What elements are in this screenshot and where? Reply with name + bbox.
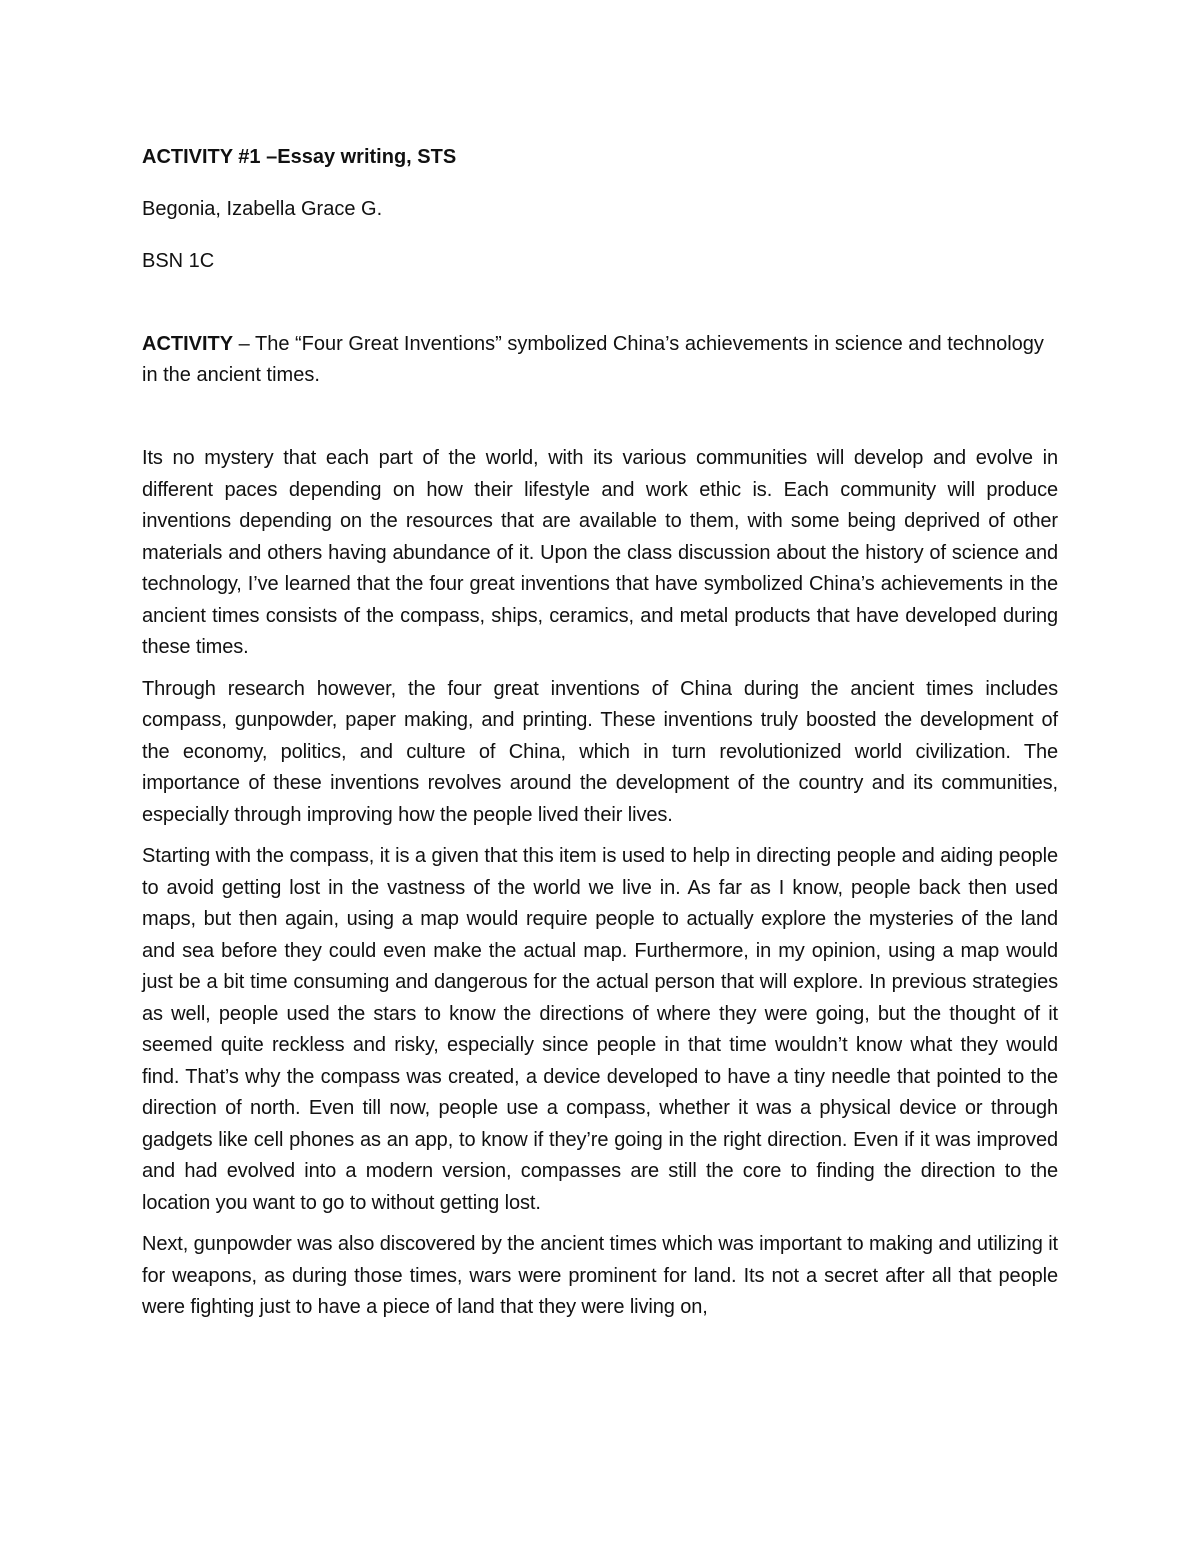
essay-paragraph-4: Next, gunpowder was also discovered by the ancient times which was important to making and utilizing it for weapons, as during those times, wars were prominent for land. Its not a secret after all that people were fighting just to have a piece of land that they were living on,: [142, 1233, 1058, 1318]
activity-prompt: [142, 329, 1058, 391]
activity-prompt-lead: ACTIVITY: [142, 333, 234, 355]
essay-paragraph-2: Through research however, the four great inventions of China during the ancient times includes compass, gunpowder, paper making, and printing. These inventions truly boosted the development of the economy, politics, and culture of China, which in turn revolutionized world civilization. The importance of these inventions revolves around the development of the country and its communities, especially through improving how the people lived their lives.: [142, 677, 1058, 826]
essay-paragraph-1: Its no mystery that each part of the world, with its various communities will develop and evolve in different paces depending on how their lifestyle and work ethic is. Each community will produce inventions depending on the resources that are available to them, with some being deprived of other materials and others having abundance of it. Upon the class discussion about the history of science and technology, I’ve learned that the four great inventions that have symbolized China’s achievements in the ancient times consists of the compass, ships, ceramics, and metal products that have developed during these times.: [142, 447, 1058, 658]
essay-body: [142, 443, 1058, 1324]
activity-prompt-text: – The “Four Great Inventions” symbolized China’s achievements in science and technology in the ancient times.: [142, 333, 1044, 386]
activity-title: ACTIVITY #1 –Essay writing, STS: [142, 146, 457, 168]
student-section: BSN 1C: [142, 250, 215, 272]
student-name: Begonia, Izabella Grace G.: [142, 198, 383, 220]
essay-paragraph-3: Starting with the compass, it is a given that this item is used to help in directing people and aiding people to avoid getting lost in the vastness of the world we live in. As far as I know, people back then used maps, but then again, using a map would require people to actually explore the mysteries of the land and sea before they could even make the actual map. Furthermore, in my opinion, using a map would just be a bit time consuming and dangerous for the actual person that will explore. In previous strategies as well, people used the stars to know the directions of where they were going, but the thought of it seemed quite reckless and risky, especially since people in that time wouldn’t know what they would find. That’s why the compass was created, a device developed to have a tiny needle that pointed to the direction of north. Even till now, people use a compass, whether it was a physical device or through gadgets like cell phones as an app, to know if they’re going in the right direction. Even if it was improved and had evolved into a modern version, compasses are still the core to finding the direction to the location you want to go to without getting lost.: [142, 845, 1058, 1214]
